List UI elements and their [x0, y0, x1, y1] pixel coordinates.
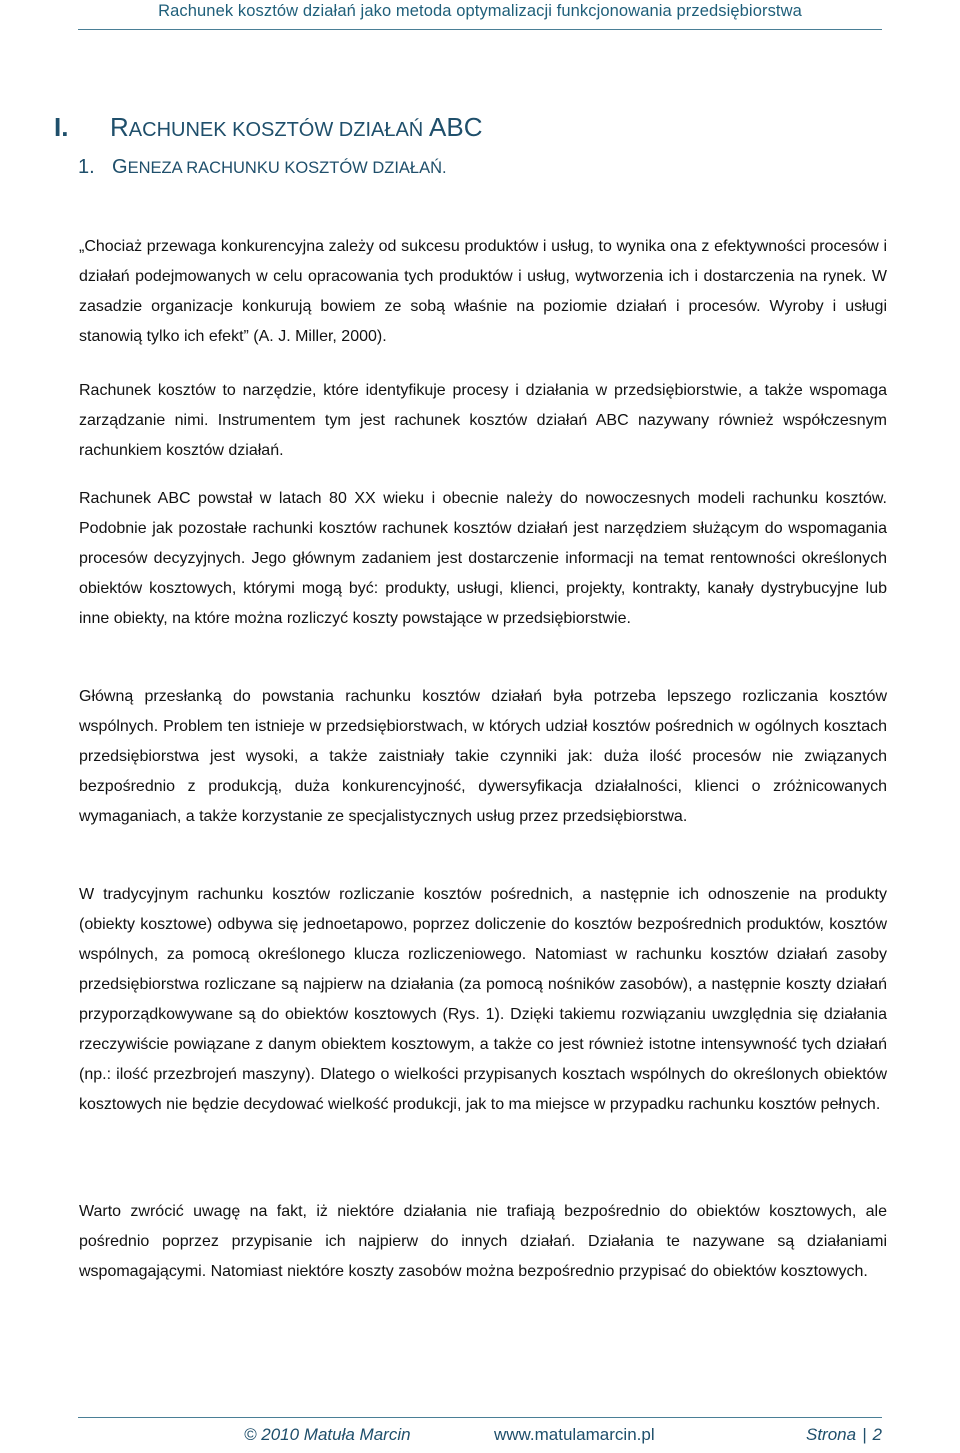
chapter-number: I. [54, 112, 69, 142]
paragraph-supporting-activities: Warto zwrócić uwagę na fakt, iż niektóre działania nie trafiają bezpośrednio do obiektów kosztowych, ale pośrednio poprzez przypisanie ich najpierw do innych działań. Działania te nazywane są działaniami wspomagającymi. Natomiast niektóre koszty zasobów można bezpośrednio przypisać do obiektów kosztowych. [79, 1203, 887, 1280]
paragraph-quote: „Chociaż przewaga konkurencyjna zależy od sukcesu produktów i usług, to wynika ona z efektywności procesów i działań podejmowanych w celu opracowania tych produktów i usług, wytworzenia ich i dostarczenia na rynek. W zasadzie organizacje konkurują bowiem ze sobą właśnie na poziomie działań i procesów. Wyroby i usługi stanowią tylko ich efekt” (A. J. Miller, 2000). [79, 238, 887, 345]
chapter-title-tail: ABC [423, 112, 483, 142]
page-separator: | [862, 1425, 867, 1444]
paragraph-history: Rachunek ABC powstał w latach 80 XX wieku i obecnie należy do nowoczesnych modeli rachunku kosztów. Podobnie jak pozostałe rachunki kosztów rachunek kosztów działań jest narzędziem służącym do wspomagania procesów decyzyjnych. Jego głównym zadaniem jest dostarczenie informacji na temat rentowności określonych obiektów kosztowych, którymi mogą być: produkty, usługi, klienci, projekty, kontrakty, kanały dystrybucyjne lub inne obiekty, na które można rozliczyć koszty powstające w przedsiębiorstwie. [79, 490, 887, 627]
footer-copyright: © 2010 Matuła Marcin [244, 1425, 411, 1444]
section-heading [78, 154, 447, 181]
footer-website-link[interactable]: www.matulamarcin.pl [494, 1425, 655, 1444]
running-header-title: Rachunek kosztów działań jako metoda optymalizacji funkcjonowania przedsiębiorstwa [158, 2, 802, 20]
chapter-title-rest: ACHUNEK KOSZTÓW DZIAŁAŃ [128, 119, 424, 141]
section-number: 1. [78, 156, 95, 178]
chapter-heading [54, 111, 483, 146]
footer-divider [78, 1417, 882, 1418]
header-divider [78, 29, 882, 30]
paragraph-motivation: Główną przesłanką do powstania rachunku kosztów działań była potrzeba lepszego rozliczania kosztów wspólnych. Problem ten istnieje w przedsiębiorstwach, w których udział kosztów pośrednich w ogólnych kosztach przedsiębiorstwa jest wysoki, a także zaistniały takie czynniki jak: duża ilość procesów nie związanych bezpośrednio z produkcją, duża konkurencyjność, dywersyfikacja działalności, klienci o zróżnicowanych wymaganiach, a także korzystanie ze specjalistycznych usług przez przedsiębiorstwa. [79, 688, 887, 825]
paragraph-comparison: W tradycyjnym rachunku kosztów rozliczanie kosztów pośrednich, a następnie ich odnoszenie na produkty (obiekty kosztowe) odbywa się jednoetapowo, poprzez doliczenie do kosztów bezpośrednich produktów, kosztów wspólnych, za pomocą określonego klucza rozliczeniowego. Natomiast w rachunku kosztów działań zasoby przedsiębiorstwa rozliczane są najpierw na działania (za pomocą nośników zasobów), a następnie koszty działań przyporządkowywane są do obiektów kosztowych (Rys. 1). Dzięki takiemu rozwiązaniu uwzględnia się działania rzeczywiście powiązane z danym obiektem kosztowym, a także co jest również istotne intensywność tych działań (np.: ilość przezbrojeń maszyny). Dlatego o wielkości przypisanych kosztach wspólnych do określonych obiektów kosztowych nie będzie decydować wielkość produkcji, jak to ma miejsce w przypadku rachunku kosztów pełnych. [79, 886, 887, 1113]
footer-page-number [806, 1425, 882, 1445]
paragraph-definition: Rachunek kosztów to narzędzie, które identyfikuje procesy i działania w przedsiębiorstwie, a także wspomaga zarządzanie nimi. Instrumentem tym jest rachunek kosztów działań ABC nazywany również współczesnym rachunkiem kosztów działań. [79, 382, 887, 459]
section-title-rest: ENEZA RACHUNKU KOSZTÓW DZIAŁAŃ. [127, 159, 447, 177]
section-title-initial: G [112, 156, 128, 178]
page-number: 2 [872, 1425, 882, 1444]
page-label: Strona [806, 1425, 857, 1444]
chapter-title-initial: R [110, 112, 129, 142]
